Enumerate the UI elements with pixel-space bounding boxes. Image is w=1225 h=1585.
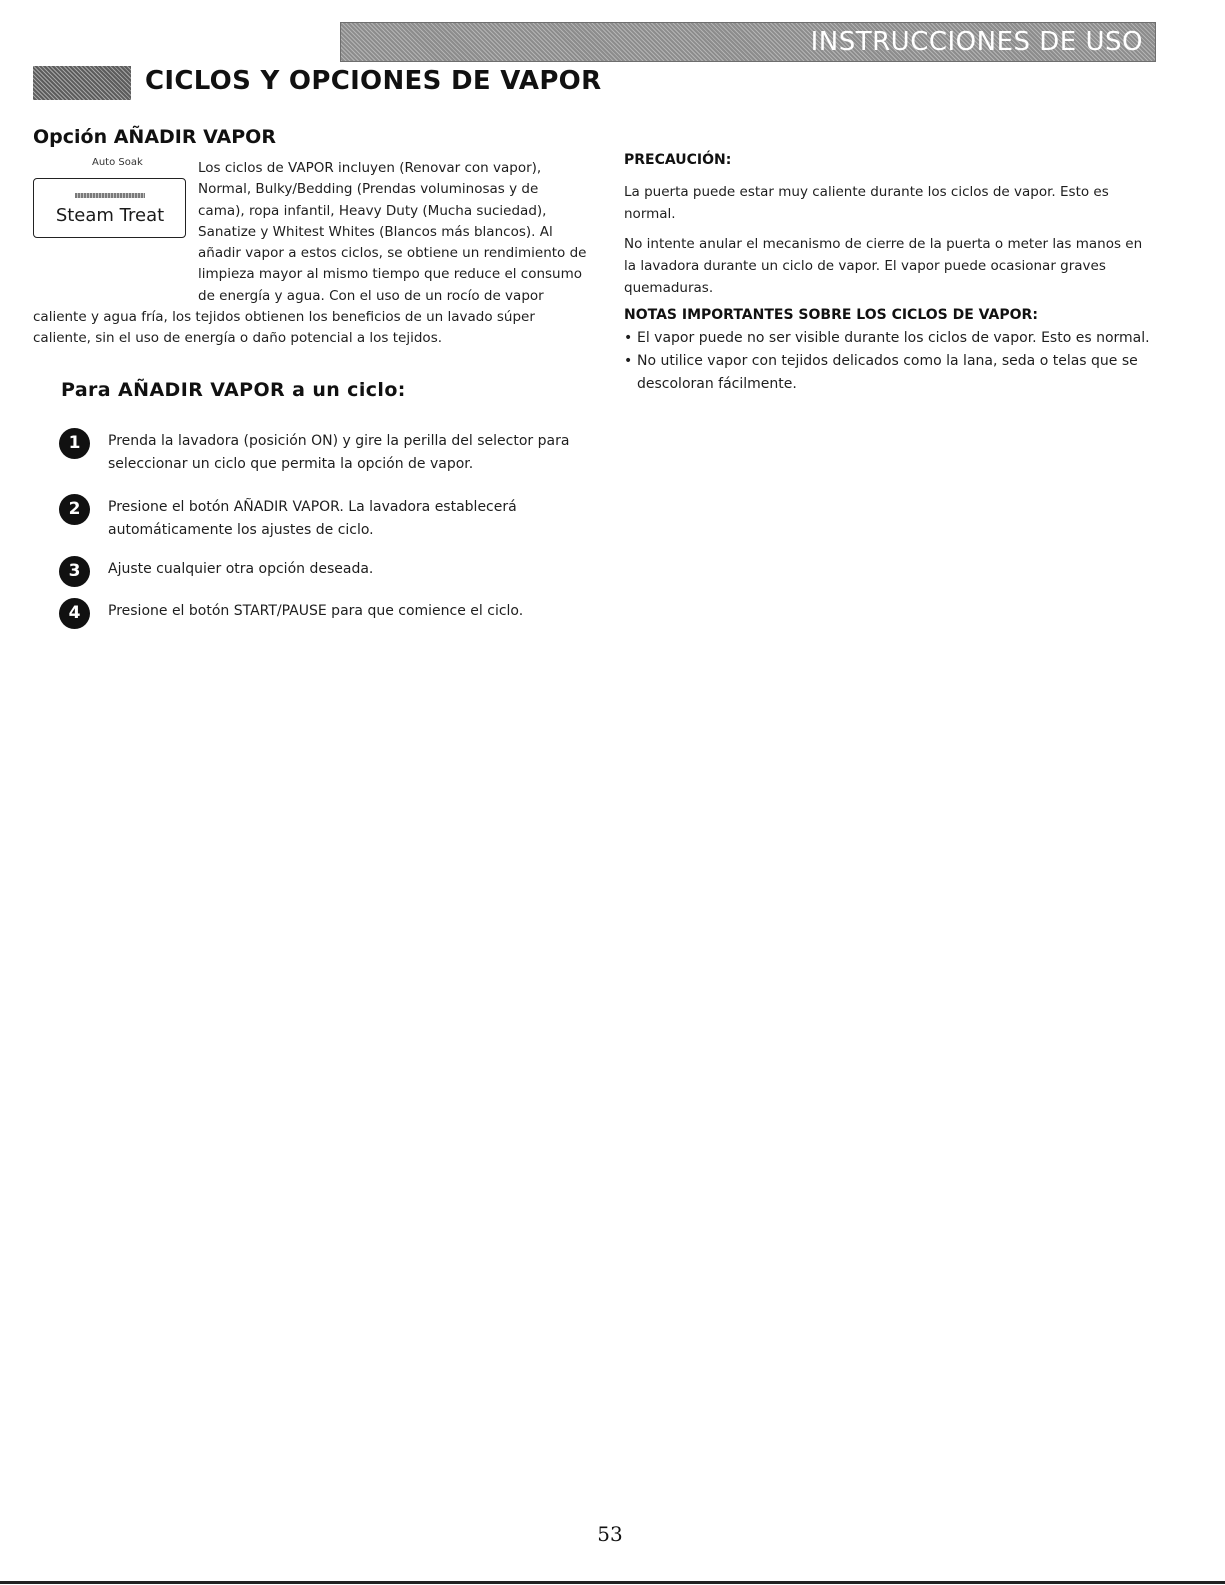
step-text: Presione el botón START/PAUSE para que comience el ciclo. [108,603,524,619]
list-item: • El vapor puede no ser visible durante los ciclos de vapor. Esto es normal. [624,327,1154,350]
steps-heading: Para AÑADIR VAPOR a un ciclo: [61,379,406,401]
step-text: Ajuste cualquier otra opción deseada. [108,561,374,577]
notes-title: NOTAS IMPORTANTES SOBRE LOS CICLOS DE VAPOR: [624,307,1038,323]
notes-body [624,327,1154,396]
step-number-4-icon: 4 [59,598,90,629]
caution-title: PRECAUCIÓN: [624,152,732,168]
list-item: • No utilice vapor con tejidos delicados como la lana, seda o telas que se descoloran fácilmente. [624,350,1154,396]
caution-paragraph: No intente anular el mecanismo de cierre de la puerta o meter las manos en la lavadora durante un ciclo de vapor. El vapor puede ocasionar graves quemaduras. [624,236,1143,296]
option-description [33,158,588,350]
bottom-rule [0,1581,1225,1584]
option-description-text: Los ciclos de VAPOR incluyen (Renovar con vapor), Normal, Bulky/Bedding (Prendas voluminosas y de cama), ropa infantil, Heavy Duty (Mucha suciedad), Sanatize y Whitest Whites (Blancos más blancos). Al añadir vapor a estos ciclos, se obtiene un rendimiento de limpieza mayor al mismo tiempo que reduce el consumo de energía y agua. Con el uso de un rocío de vapor caliente y agua fría, los tejidos obtienen los beneficios de un lavado súper caliente, sin el uso de energía o daño potencial a los tejidos. [33,160,587,347]
step-number-2-icon: 2 [59,494,90,525]
header-band [340,22,1156,62]
caution-body [624,181,1154,299]
button-caption: Auto Soak [92,157,143,168]
header-band-text: INSTRUCCIONES DE USO [810,27,1143,57]
option-heading: Opción AÑADIR VAPOR [33,126,276,148]
step-text: Presione el botón AÑADIR VAPOR. La lavadora establecerá automáticamente los ajustes de ciclo. [108,499,517,538]
step-number-1-icon: 1 [59,428,90,459]
notes-list [624,327,1154,396]
steam-treat-label: Steam Treat [55,205,165,226]
section-title: CICLOS Y OPCIONES DE VAPOR [145,66,602,96]
step-number-3-icon: 3 [59,556,90,587]
page-number: 53 [597,1522,623,1546]
section-marker [33,66,131,100]
caution-paragraph: La puerta puede estar muy caliente durante los ciclos de vapor. Esto es normal. [624,184,1109,222]
step-text: Prenda la lavadora (posición ON) y gire la perilla del selector para seleccionar un ciclo que permita la opción de vapor. [108,433,570,472]
